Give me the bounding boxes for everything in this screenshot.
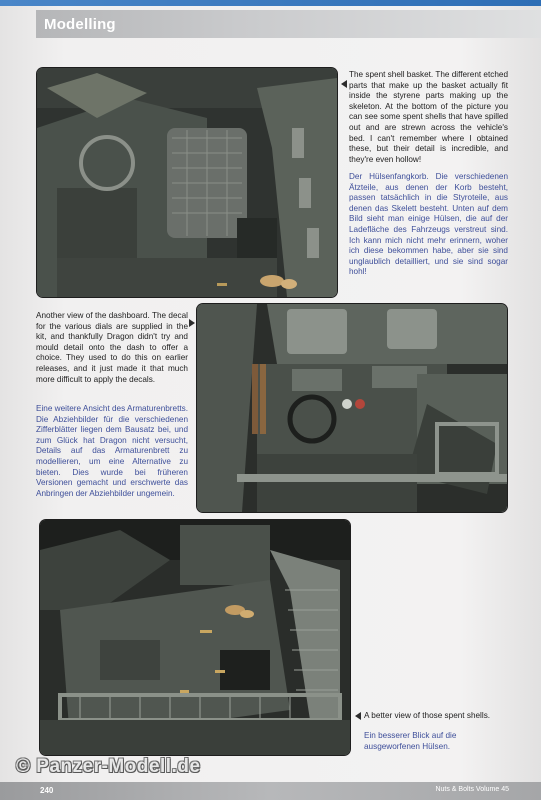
basket-caption-english: The spent shell basket. The different etched parts that make up the basket actually fit inside the styrene parts making up the skeleton. At the bottom of the picture you can see some spent shells that have spilled out and are strewn across the vehicle's bed. I can't remember where I obtained these, but their detail is incredible, and they're even hollow! [349, 70, 509, 164]
section-header [36, 10, 541, 38]
page-footer [0, 782, 541, 800]
shells-caption-german: Ein besserer Blick auf die ausgeworfenen Hülsen. [364, 731, 457, 751]
dashboard-caption-english: Another view of the dashboard. The decal for the various dials are supplied in the kit, and thankfully Dragon didn't try and mould detail onto the dash to offer a choice. They used to do this on earlier releases, and it just made it that much more difficult to apply the decals. [36, 311, 188, 384]
shells-photo-art [40, 520, 350, 755]
caption-arrow-dashboard [189, 319, 195, 327]
basket-caption-german: Der Hülsenfangkorb. Die verschiedenen Ätzteile, aus denen der Korb besteht, passen tatsächlich in die Styroteile, aus denen das Skelett besteht. Unten auf dem Bild sieht man einige Hülsen, die auf der Ladefläche des Fahrzeugs verstreut sind. Ich kann mich nicht mehr erinnern, woher ich diese bekommen habe, aber sie sind unglaublich detailliert, und sie sind sogar hohl! [349, 172, 508, 277]
dashboard-photo-art [197, 304, 507, 512]
caption-arrow-basket [341, 80, 347, 88]
dashboard-caption-german: Eine weitere Ansicht des Armaturenbretts. Die Abziehbilder für die verschiedenen Zifferblätter liegen dem Bausatz bei, und zum Glück hat Dragon nicht versucht, Details auf das Armaturenbrett zu modellieren, um eine Alternative zu bieten. Dies wurde bei früheren Versionen gemacht und erschwerte das Anbringen der Abziehbilder ungemein. [36, 404, 188, 498]
section-title: Modelling [44, 16, 116, 33]
basket-photo-art [37, 68, 337, 297]
watermark: © Panzer-Modell.de [16, 756, 201, 777]
page-number: 240 [40, 786, 54, 795]
spent-shells-photo [40, 520, 350, 755]
publication-title: Nuts & Bolts Volume 45 [435, 786, 509, 793]
spent-shell-basket-photo [37, 68, 337, 297]
caption-arrow-shells [355, 712, 361, 720]
shells-caption-english: A better view of those spent shells. [364, 711, 491, 720]
dashboard-photo [197, 304, 507, 512]
top-accent-strip [0, 0, 541, 6]
